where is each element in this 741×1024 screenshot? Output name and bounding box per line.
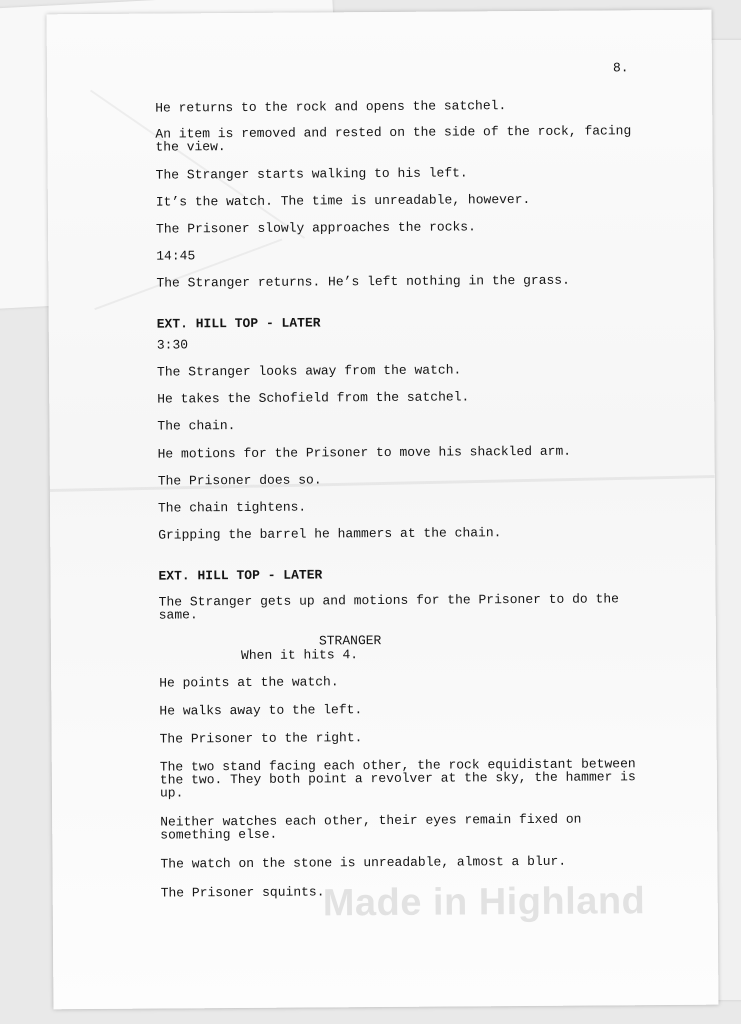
- time-line: 3:30: [156, 337, 189, 353]
- time-line: 14:45: [156, 248, 196, 264]
- paper-crease: [50, 472, 715, 492]
- action-line: He motions for the Prisoner to move his shackled arm.: [157, 443, 572, 462]
- action-line: The Prisoner to the right.: [159, 730, 363, 747]
- action-line: the two. They both point a revolver at the sky, the hammer is: [159, 769, 636, 788]
- watermark: Made in Highland: [322, 880, 646, 925]
- dialogue-line: When it hits 4.: [240, 647, 359, 663]
- scene-heading: EXT. HILL TOP - LATER: [158, 567, 323, 584]
- action-line: something else.: [160, 826, 278, 843]
- action-line: He returns to the rock and opens the satchel.: [155, 98, 507, 116]
- action-line: The Prisoner squints.: [160, 884, 325, 901]
- action-line: The two stand facing each other, the rock equidistant between: [159, 756, 636, 775]
- action-line: The Prisoner does so.: [157, 472, 322, 489]
- script-page: [47, 10, 719, 1010]
- action-line: He takes the Schofield from the satchel.: [157, 389, 470, 407]
- action-line: The Stranger looks away from the watch.: [156, 362, 462, 380]
- action-line: Gripping the barrel he hammers at the chain.: [158, 525, 502, 543]
- action-line: The watch on the stone is unreadable, almost a blur.: [160, 853, 567, 872]
- action-line: The Prisoner slowly approaches the rocks.: [155, 219, 476, 237]
- action-line: The chain tightens.: [157, 499, 307, 516]
- action-line: He points at the watch.: [159, 674, 339, 691]
- action-line: The Stranger returns. He’s left nothing in the grass.: [156, 272, 570, 291]
- action-line: up.: [159, 785, 184, 801]
- action-line: The Stranger gets up and motions for the Prisoner to do the: [158, 591, 619, 610]
- action-line: He walks away to the left.: [159, 702, 363, 719]
- action-line: the view.: [155, 139, 226, 155]
- action-line: same.: [158, 607, 198, 623]
- action-line: Neither watches each other, their eyes remain fixed on: [160, 811, 582, 830]
- scene-heading: EXT. HILL TOP - LATER: [156, 315, 321, 332]
- action-line: It’s the watch. The time is unreadable, however.: [155, 191, 531, 210]
- action-line: The Stranger starts walking to his left.: [155, 165, 468, 183]
- action-line: The chain.: [157, 418, 236, 434]
- page-number: 8.: [612, 60, 629, 76]
- character-cue: STRANGER: [318, 633, 382, 649]
- action-line: An item is removed and rested on the side of the rock, facing: [155, 123, 632, 142]
